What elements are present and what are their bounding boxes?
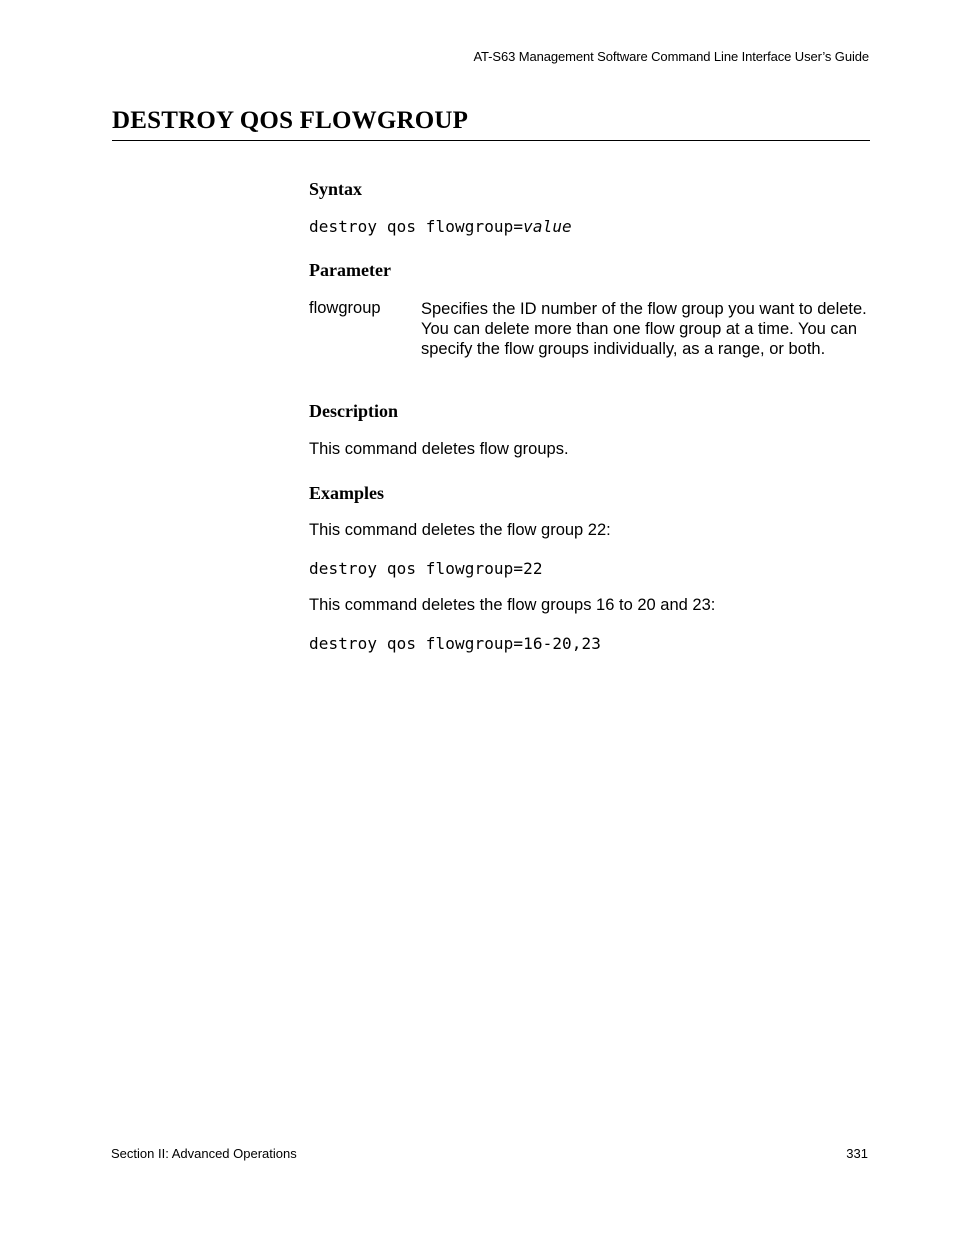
syntax-heading: Syntax (309, 179, 363, 199)
page-title: DESTROY QOS FLOWGROUP (112, 107, 469, 134)
syntax-command (309, 217, 572, 236)
example-1-text: This command deletes the flow group 22: (309, 521, 611, 539)
description-text: This command deletes flow groups. (309, 440, 569, 458)
parameter-description: Specifies the ID number of the flow group you want to delete. You can delete more than one flow group at a time. You can specify the flow groups individually, as a range, or both. (421, 300, 867, 358)
description-heading: Description (309, 401, 398, 421)
example-2-text: This command deletes the flow groups 16 to 20 and 23: (309, 596, 716, 614)
syntax-command-text: destroy qos flowgroup= (309, 217, 524, 236)
footer-page-number: 331 (846, 1146, 868, 1161)
running-head: AT-S63 Management Software Command Line Interface User’s Guide (473, 49, 869, 64)
examples-heading: Examples (309, 483, 385, 503)
syntax-variable: value (523, 217, 572, 236)
example-1-code: destroy qos flowgroup=22 (309, 559, 543, 578)
title-rule (112, 140, 870, 141)
parameter-heading: Parameter (309, 260, 391, 280)
parameter-name: flowgroup (309, 299, 381, 317)
example-2-code: destroy qos flowgroup=16-20,23 (309, 634, 601, 653)
footer-section: Section II: Advanced Operations (111, 1146, 297, 1161)
